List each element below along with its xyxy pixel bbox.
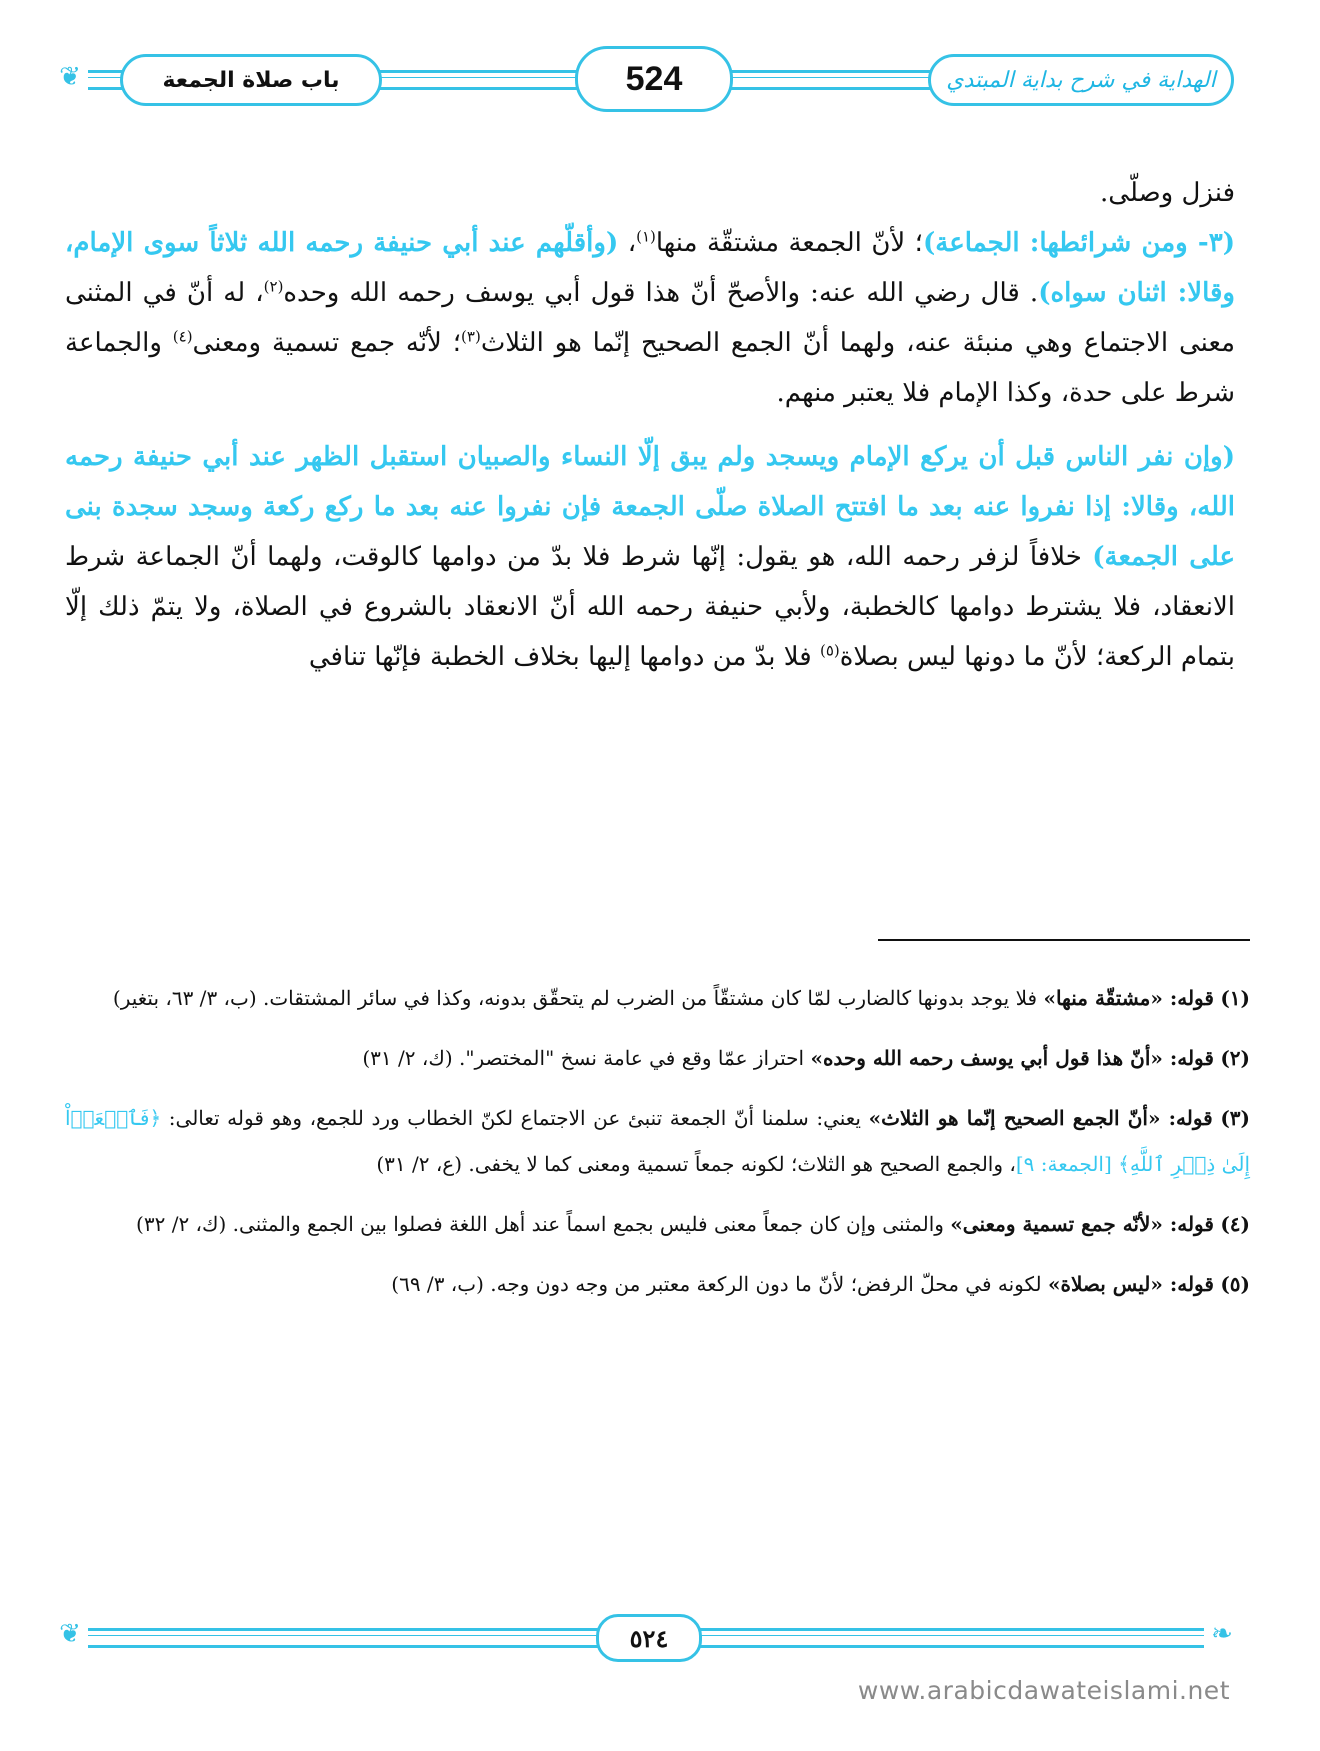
book-title: الهداية في شرح بداية المبتدي xyxy=(946,67,1216,93)
footnote-number: (٢) xyxy=(1220,1046,1250,1070)
footnote-number: (٣) xyxy=(1220,1106,1250,1130)
footnote-ref-3[interactable]: (٣) xyxy=(461,327,481,346)
footnote-text: والمثنى وإن كان جمعاً معنى فليس بجمع اسماً عند أهل اللغة فصلوا بين الجمع والمثنى. (ك، ٢/ ٣٢) xyxy=(136,1212,951,1236)
page-number-box xyxy=(575,46,733,112)
footnotes xyxy=(65,975,1250,1321)
sharh-text: ، له أنّ في المثنى معنى الاجتماع وهي منبئة عنه، ولهما أنّ الجمع الصحيح إنّما هو الثلاث xyxy=(65,278,1235,358)
sharh-text: ؛ لأنّه جمع تسمية ومعنى xyxy=(192,328,462,358)
matn-highlight: (٣- ومن شرائطها: الجماعة) xyxy=(922,228,1236,258)
footnote-number: (١) xyxy=(1220,986,1250,1010)
footnote-2 xyxy=(65,1035,1250,1081)
footnote-1 xyxy=(65,975,1250,1021)
paragraph-1: فنزل وصلّى. xyxy=(1100,178,1235,208)
matn-highlight: (وإن نفر الناس قبل أن يركع الإمام ويسجد ولم يبق إلّا النساء والصبيان استقبل الظهر عند أبي حنيفة رحمه الله، وقالا: إذا نفروا عنه بعد ما افتتح الصلاة صلّى الجمعة فإن نفروا عنه بعد ما ركع ركعة وسجد سجدة بنى على الجمعة) xyxy=(65,442,1235,572)
footnote-text: ، والجمع الصحيح هو الثلاث؛ لكونه جمعاً تسمية ومعنى كما لا يخفى. (ع، ٢/ ٣١) xyxy=(376,1152,1016,1176)
sharh-text: ؛ لأنّ الجمعة مشتقّة منها xyxy=(655,228,923,258)
sharh-text: فلا بدّ من دوامها إليها بخلاف الخطبة فإنّها تنافي xyxy=(308,642,820,672)
sharh-text: والجماعة شرط على حدة، وكذا الإمام فلا يعتبر منهم. xyxy=(65,328,1235,408)
left-ornament-icon: ❦ xyxy=(59,62,81,92)
footnote-3 xyxy=(65,1095,1250,1187)
footer-page-box xyxy=(596,1614,702,1662)
footer-left-ornament-icon: ❦ xyxy=(59,1619,81,1649)
quran-verse: ﴿فَٱسۡعَوۡاْ إِلَىٰ ذِكۡرِ ٱللَّهِ﴾ xyxy=(65,1106,1250,1176)
footer-right-ornament-icon: ❧ xyxy=(1211,1619,1233,1649)
footnote-text: احتراز عمّا وقع في عامة نسخ "المختصر". (ك، ٢/ ٣١) xyxy=(362,1046,811,1070)
footnote-label: قوله: «لأنّه جمع تسمية ومعنى» xyxy=(950,1212,1214,1236)
main-text xyxy=(65,168,1235,682)
footnote-ref-5[interactable]: (٥) xyxy=(820,641,840,660)
book-title-box xyxy=(928,54,1234,106)
footnote-text: فلا يوجد بدونها كالضارب لمّا كان مشتقّاً من الضرب لم يتحقّق بدونه، وكذا في سائر المشتقات. (ب، ٣/ ٦٣، بتغير) xyxy=(112,986,1044,1010)
footnote-5 xyxy=(65,1261,1250,1307)
sharh-text: خلافاً لزفر رحمه الله، هو يقول: إنّها شرط فلا بدّ من دوامها كالوقت، ولهما أنّ الجماعة شرط الانعقاد، فلا يشترط دوامها كالخطبة، ولأبي حنيفة رحمه الله أنّ الانعقاد بالشروع في الصلاة، ولا يتمّ ذلك إلّا بتمام الركعة؛ لأنّ ما دونها ليس بصلاة xyxy=(65,542,1235,672)
matn-highlight: (وأقلّهم عند أبي حنيفة رحمه الله ثلاثاً سوى الإمام، وقالا: اثنان سواه) xyxy=(65,228,1235,308)
footnote-text: لكونه في محلّ الرفض؛ لأنّ ما دون الركعة معتبر من وجه دون وجه. (ب، ٣/ ٦٩) xyxy=(391,1272,1048,1296)
footnote-text: يعني: سلمنا أنّ الجمعة تنبئ عن الاجتماع لكنّ الخطاب ورد للجمع، وهو قوله تعالى: xyxy=(161,1106,869,1130)
footnote-label: قوله: «أنّ الجمع الصحيح إنّما هو الثلاث» xyxy=(868,1106,1213,1130)
paragraph-3 xyxy=(65,432,1235,682)
quran-reference: [الجمعة: ٩] xyxy=(1015,1152,1119,1176)
footnote-ref-4[interactable]: (٤) xyxy=(172,327,193,346)
chapter-title: باب صلاة الجمعة xyxy=(162,67,340,93)
footnote-ref-1[interactable]: (١) xyxy=(636,227,656,246)
watermark-url[interactable]: www.arabicdawateislami.net xyxy=(857,1676,1230,1705)
footnote-ref-2[interactable]: (٢) xyxy=(263,277,284,296)
page-header xyxy=(48,44,1244,116)
sharh-text: ، xyxy=(618,228,637,258)
footnote-label: قوله: «ليس بصلاة» xyxy=(1047,1272,1214,1296)
footnote-4 xyxy=(65,1201,1250,1247)
footnote-number: (٥) xyxy=(1220,1272,1250,1296)
page-number: 524 xyxy=(625,59,683,98)
footnote-label: قوله: «أنّ هذا قول أبي يوسف رحمه الله وحده» xyxy=(810,1046,1214,1070)
footnote-label: قوله: «مشتقّة منها» xyxy=(1043,986,1214,1010)
footnote-number: (٤) xyxy=(1220,1212,1250,1236)
page-footer xyxy=(48,1610,1244,1666)
footnote-separator xyxy=(878,939,1250,941)
sharh-text: . قال رضي الله عنه: والأصحّ أنّ هذا قول أبي يوسف رحمه الله وحده xyxy=(283,278,1039,308)
paragraph-2 xyxy=(65,218,1235,418)
chapter-title-box xyxy=(120,54,382,106)
footer-page-number: ٥٢٤ xyxy=(629,1623,669,1653)
